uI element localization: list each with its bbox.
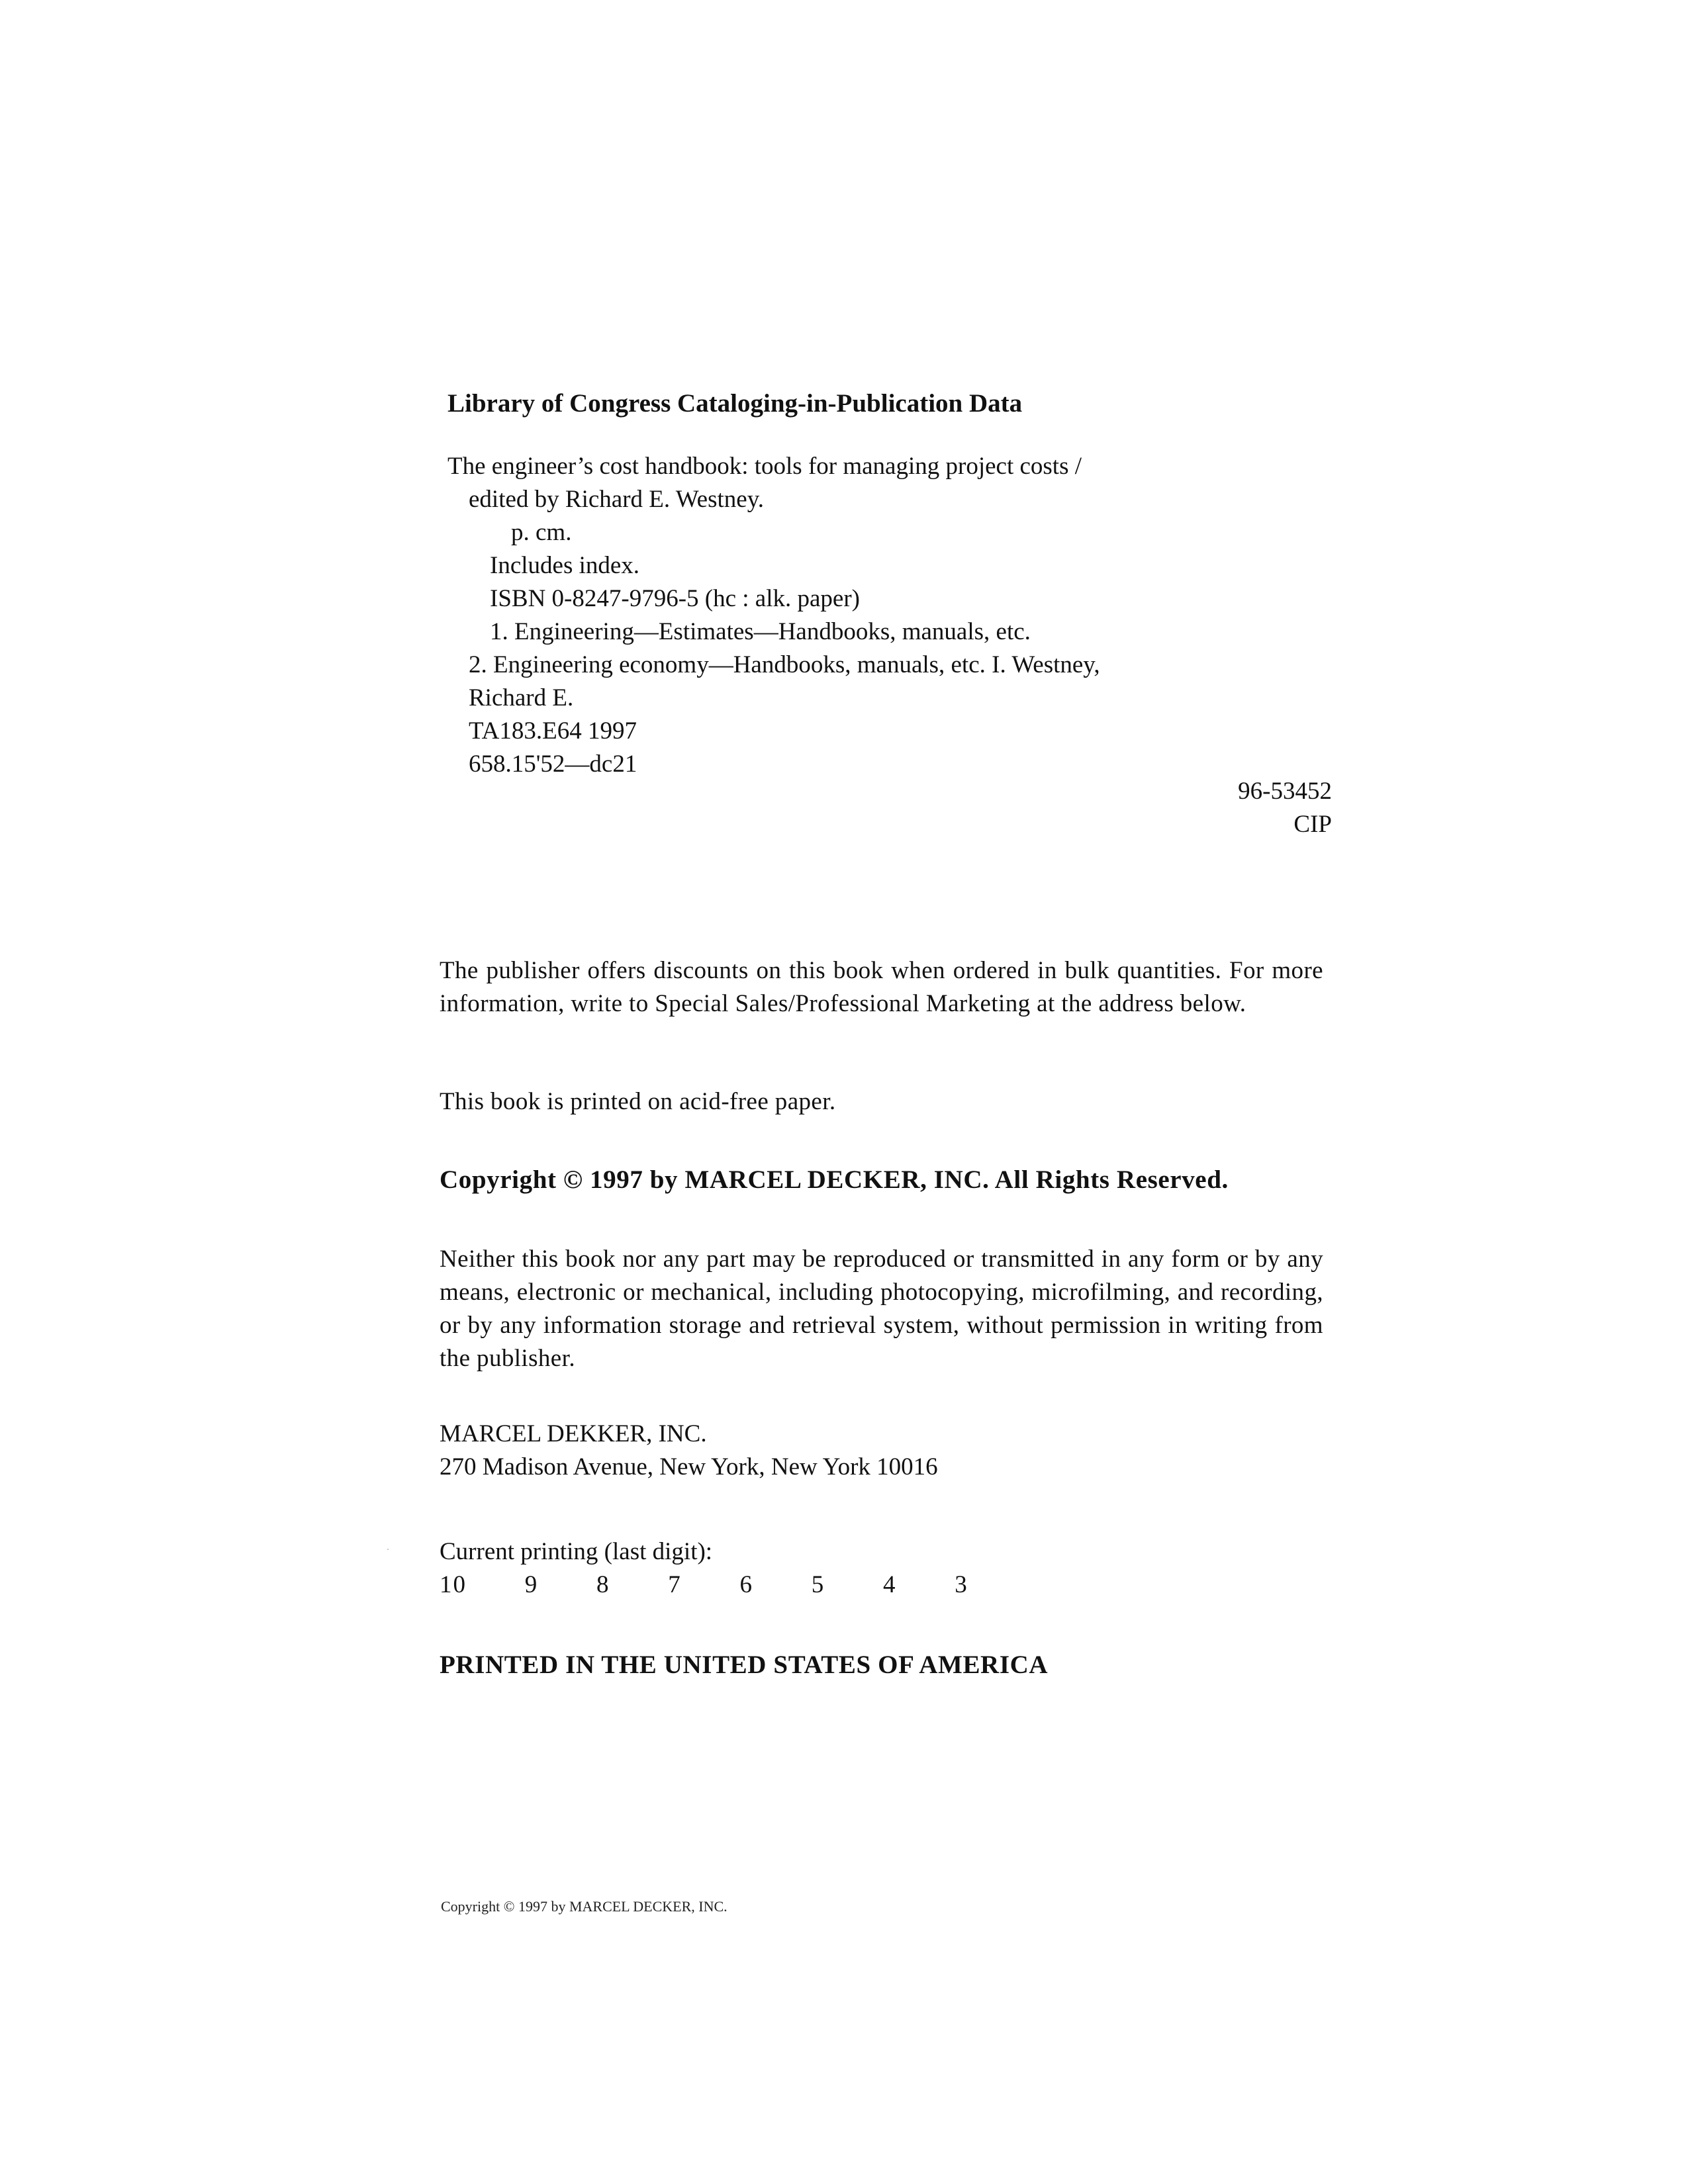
cip-physical-description: p. cm. xyxy=(511,519,572,546)
cip-control-number: 96-53452 xyxy=(1238,778,1332,805)
cip-title-line-1: The engineer’s cost handbook: tools for managing project costs / xyxy=(447,453,1082,480)
scan-speck xyxy=(387,1549,389,1550)
cip-title-line-2: edited by Richard E. Westney. xyxy=(469,486,765,513)
discount-notice: The publisher offers discounts on this book when ordered in bulk quantities. For more information, write to Special Sales/Professional Marketing at the address below. xyxy=(440,957,1323,1017)
copyright-line: Copyright © 1997 by MARCEL DECKER, INC. All Rights Reserved. xyxy=(440,1165,1229,1194)
cip-label: CIP xyxy=(1293,811,1332,838)
cip-index-note: Includes index. xyxy=(490,552,640,579)
printing-label: Current printing (last digit): xyxy=(440,1538,713,1565)
cip-isbn: ISBN 0-8247-9796-5 (hc : alk. paper) xyxy=(490,585,860,612)
printed-in: PRINTED IN THE UNITED STATES OF AMERICA xyxy=(440,1651,1049,1679)
rights-notice: Neither this book nor any part may be reproduced or transmitted in any form or by any means, electronic or mechanical, including photocopying, microfilming, and recording, or by any information storage and retrieval system, without permission in writing from the publisher. xyxy=(440,1246,1323,1372)
footer-copyright: Copyright © 1997 by MARCEL DECKER, INC. xyxy=(441,1898,727,1915)
cip-reference xyxy=(1238,775,1332,841)
publisher-address: 270 Madison Avenue, New York, New York 10016 xyxy=(440,1453,938,1480)
printing-block xyxy=(440,1535,1323,1602)
cip-subject-1: 1. Engineering—Estimates—Handbooks, manuals, etc. xyxy=(490,618,1031,645)
cip-subject-2: 2. Engineering economy—Handbooks, manuals, etc. I. Westney, xyxy=(469,651,1100,678)
cip-ddc-number: 658.15'52—dc21 xyxy=(469,751,637,778)
cip-header: Library of Congress Cataloging-in-Publication Data xyxy=(447,389,1023,418)
cip-lcc-number: TA183.E64 1997 xyxy=(469,717,637,745)
printing-digits: 10 9 8 7 6 5 4 3 xyxy=(440,1571,968,1598)
paper-notice: This book is printed on acid-free paper. xyxy=(440,1088,836,1115)
cip-record xyxy=(447,450,1100,781)
publisher-name: MARCEL DEKKER, INC. xyxy=(440,1420,707,1447)
publisher-address-block xyxy=(440,1418,1323,1484)
cip-subject-3: Richard E. xyxy=(469,684,574,711)
